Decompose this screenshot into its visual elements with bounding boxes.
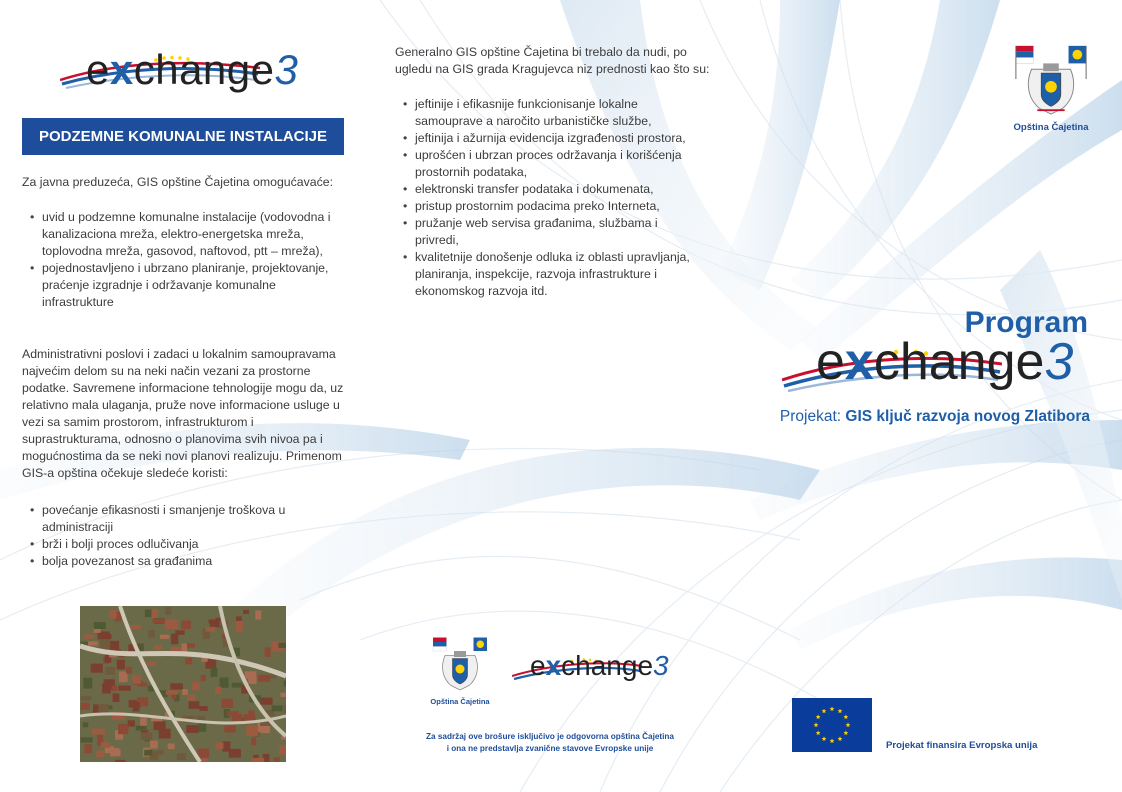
aerial-roof (118, 686, 130, 691)
aerial-roof (229, 749, 241, 758)
program-title: Program (964, 306, 1088, 339)
aerial-roof (284, 705, 286, 713)
aerial-roof (199, 723, 207, 732)
list-item: • jeftinije i efikasnije funkcionisanje lokalne samouprave a naročito urbanističke službe, (395, 96, 695, 130)
logo-prefix: e (530, 650, 546, 681)
logo-wordmark (816, 332, 1073, 392)
aerial-roof (265, 647, 271, 657)
aerial-roof (224, 726, 235, 733)
aerial-roof (182, 689, 188, 695)
aerial-roof (170, 683, 183, 689)
aerial-roof (215, 687, 221, 694)
aerial-roof (118, 724, 128, 735)
aerial-roof (185, 658, 192, 665)
aerial-roof (197, 749, 209, 758)
aerial-roof (115, 760, 125, 762)
aerial-roof (148, 630, 155, 638)
aerial-roof (94, 622, 106, 629)
aerial-roof (177, 753, 186, 760)
logo-number: 3 (274, 46, 299, 93)
logo-prefix: e (816, 333, 845, 391)
aerial-roof (106, 667, 116, 675)
aerial-roof (133, 702, 140, 712)
aerial-roof (131, 625, 142, 629)
logo-wordmark (530, 650, 669, 682)
section-banner: PODZEMNE KOMUNALNE INSTALACIJE (22, 118, 344, 155)
gis-advantages-list (395, 96, 695, 300)
list-item: • bolja povezanost sa građanima (22, 553, 342, 570)
aerial-roof (132, 675, 140, 683)
disclaimer-line: Za sadržaj ove brošure isključivo je odgovorna opština Čajetina (426, 732, 674, 741)
aerial-roof (91, 664, 103, 673)
aerial-roof (154, 645, 162, 650)
aerial-roof (236, 621, 243, 632)
aerial-roof (153, 619, 166, 624)
list-item: • pružanje web servisa građanima, službama i privredi, (395, 215, 695, 249)
aerial-roof (274, 757, 280, 761)
list-item: • jeftinija i ažurnija evidencija izgrađenosti prostora, (395, 130, 695, 147)
aerial-roof (210, 620, 220, 626)
aerial-roof (152, 609, 158, 618)
aerial-roof (206, 628, 216, 632)
municipality-crest-icon (430, 632, 490, 694)
logo-main: change (133, 46, 275, 93)
logo-main: change (561, 650, 654, 681)
aerial-roof (258, 675, 270, 682)
aerial-roof (220, 678, 229, 688)
exchange3-logo-large (782, 332, 1094, 398)
aerial-roof (246, 726, 258, 736)
aerial-roof (192, 682, 199, 690)
aerial-roof (158, 750, 164, 755)
aerial-roof (245, 671, 257, 679)
aerial-roof (150, 741, 158, 749)
aerial-roof (211, 668, 218, 677)
aerial-roof (83, 678, 92, 689)
aerial-roof (83, 722, 89, 727)
aerial-roof (96, 751, 104, 758)
aerial-roof (112, 686, 118, 692)
aerial-roof (251, 738, 256, 746)
aerial-roof (189, 701, 200, 709)
list-item: • elektronski transfer podataka i dokumenata, (395, 181, 695, 198)
municipality-crest-icon (1012, 40, 1090, 118)
aerial-roof (284, 681, 286, 687)
aerial-roof (113, 693, 120, 702)
aerial-roof (272, 705, 283, 711)
gis-benefits-list (22, 502, 342, 570)
aerial-roof (280, 693, 286, 698)
aerial-roof (201, 675, 206, 682)
aerial-roof (196, 716, 205, 720)
aerial-roof (232, 683, 243, 688)
list-item: • pristup prostornim podacima preko Interneta, (395, 198, 695, 215)
aerial-roof (216, 742, 224, 749)
aerial-roof (109, 610, 116, 618)
intro-paragraph: Za javna preduzeća, GIS opštine Čajetina omogućavaće: (22, 175, 334, 189)
exchange3-logo (60, 40, 330, 100)
aerial-roof (147, 662, 156, 666)
aerial-roof (104, 634, 111, 639)
aerial-roof (187, 643, 195, 648)
logo-prefix: e (86, 46, 110, 93)
aerial-roof (159, 729, 171, 739)
aerial-roof (117, 660, 125, 670)
aerial-roof (101, 742, 110, 748)
aerial-roof (260, 698, 273, 705)
eu-funding-caption: Projekat finansira Evropska unija (886, 740, 1038, 751)
aerial-roof (168, 743, 175, 749)
utilities-benefits-list (22, 209, 342, 311)
eu-flag-icon (792, 698, 872, 752)
list-item: • povećanje efikasnosti i smanjenje troškova u administraciji (22, 502, 342, 536)
exchange3-logo-small (512, 646, 688, 688)
aerial-roof (160, 635, 169, 639)
aerial-roof (81, 737, 93, 742)
list-item: • pojednostavljeno i ubrzano planiranje, projektovanje, praćenje izgradnje i održavanje komunalne infrastrukture (22, 260, 342, 311)
aerial-roof (110, 748, 119, 756)
gis-intro-paragraph: Generalno GIS opštine Čajetina bi trebalo da nudi, po ugledu na GIS grada Kragujevca niz prednosti kao što su: (395, 45, 710, 76)
aerial-roof (279, 643, 287, 648)
aerial-roof (243, 610, 249, 614)
aerial-photo (80, 606, 286, 762)
disclaimer (400, 731, 700, 755)
list-item: • brži i bolji proces odlučivanja (22, 536, 342, 553)
logo-wordmark (86, 46, 298, 94)
list-item: • kvalitetnije donošenje odluka iz oblasti upravljanja, planiranja, inspekcije, razvoja infrastrukture i ekonomskog razvoja itd. (395, 249, 695, 300)
list-item: • uprošćen i ubrzan proces održavanja i korišćenja prostornih podataka, (395, 147, 695, 181)
aerial-roof (140, 716, 147, 726)
aerial-roof (255, 611, 261, 620)
logo-main: change (873, 333, 1045, 391)
logo-cross: x (844, 333, 874, 391)
crest-caption: Opština Čajetina (430, 697, 490, 706)
aerial-roof (199, 706, 207, 711)
aerial-roof (252, 758, 265, 762)
aerial-roof (126, 667, 132, 674)
logo-cross: x (109, 46, 134, 93)
list-item: • uvid u podzemne komunalne instalacije (vodovodna i kanalizaciona mreža, elektro-energetska mreža, toplovodna mreža, gasovod, naftovod, ptt – mreža), (22, 209, 342, 260)
project-name: GIS ključ razvoja novog Zlatibora (845, 408, 1090, 425)
aerial-roof (100, 639, 110, 649)
disclaimer-line: i ona ne predstavlja zvanične stavove Evropske unije (446, 744, 654, 753)
aerial-roof (144, 750, 152, 756)
aerial-roof (84, 744, 92, 753)
aerial-roof (145, 609, 152, 617)
aerial-roof (165, 619, 178, 629)
aerial-roof (165, 607, 171, 614)
project-line (760, 408, 1090, 426)
aerial-roof (81, 703, 90, 710)
aerial-roof (128, 720, 135, 726)
aerial-roof (92, 729, 105, 735)
aerial-roof (181, 621, 191, 630)
aerial-roof (84, 635, 94, 639)
aerial-roof (186, 725, 198, 733)
project-label: Projekat: (779, 408, 842, 425)
aerial-roof (81, 696, 91, 701)
aerial-roof (221, 699, 233, 708)
aerial-roof (188, 695, 196, 701)
logo-number: 3 (653, 650, 669, 681)
admin-paragraph: Administrativni poslovi i zadaci u lokalnim samoupravama najvećim delom su na neki način vezani za prostorne podatke. Savremene informacione tehnologije mogu da, uz relativno mala ulaganja, pruže nove informacione usluge u vezi sa samim prostorom, infrastrukturom i suprastrukturama, odnosno o planovima svih nivoa pa i mogućnostima da se neki novi planovi realizuju. Primenom GIS-a opština očekuje sledeće koristi: (22, 347, 344, 480)
logo-cross: x (545, 650, 562, 681)
crest-caption: Opština Čajetina (1013, 122, 1089, 133)
logo-number: 3 (1044, 333, 1074, 391)
aerial-roof (141, 732, 153, 740)
aerial-roof (166, 691, 179, 695)
aerial-roof (226, 711, 238, 716)
aerial-roof (171, 634, 178, 645)
aerial-roof (279, 745, 286, 754)
